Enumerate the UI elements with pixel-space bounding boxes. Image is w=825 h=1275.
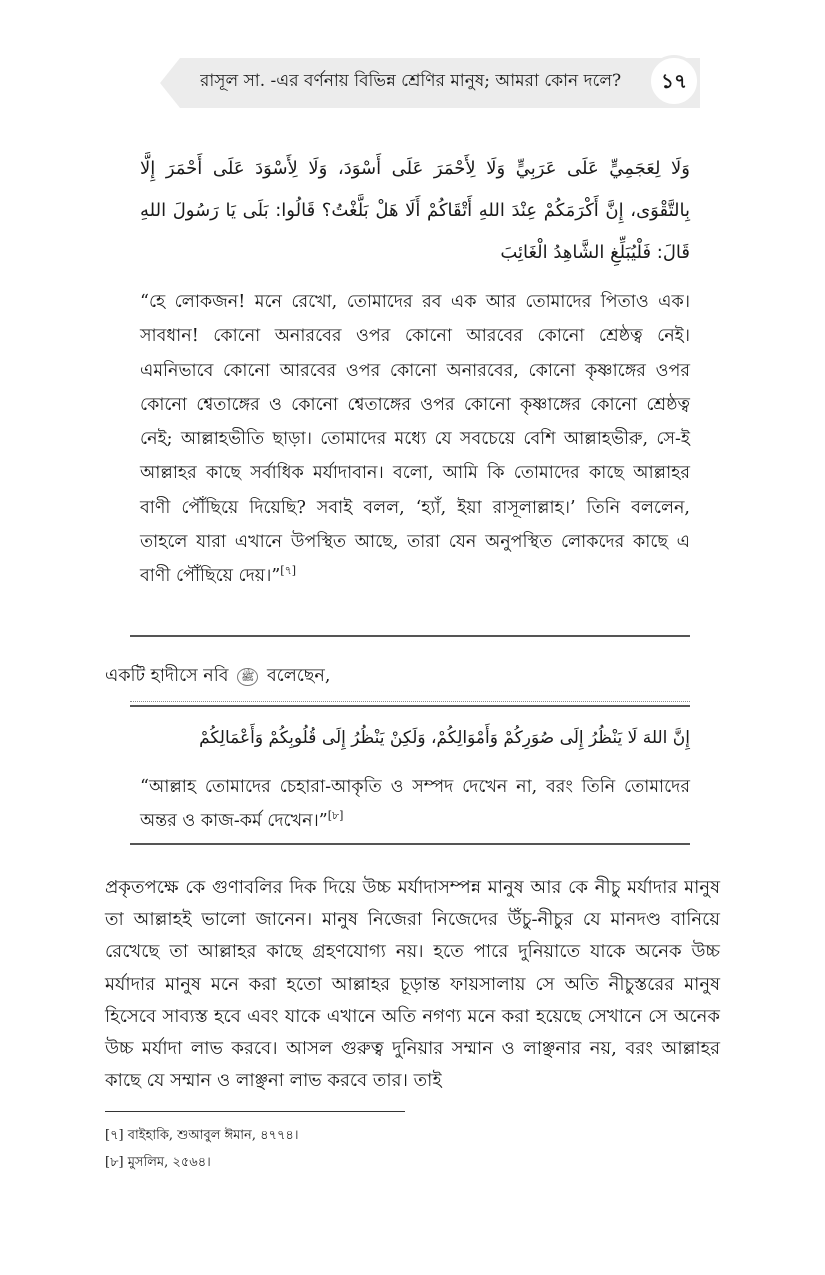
- box-top-dotted-border: [130, 701, 690, 702]
- footnote-7: [৭] বাইহাকি, শুআবুল ঈমান, ৪৭৭৪।: [105, 1128, 299, 1143]
- footnote-rule: [105, 1111, 405, 1112]
- box-bottom-border: [130, 843, 690, 845]
- footnote-8: [৮] মুসলিম, ২৫৬৪।: [105, 1155, 211, 1170]
- arabic-hadith-text: وَلَا لِعَجَمِيٍّ عَلَى عَرَبِيٍّ وَلَا لِأَحْمَرَ عَلَى أَسْوَدَ، وَلَا لِأَسْوَدَ عَلَى أَحْمَرَ إِلَّا بِالتَّقْوَى، إِنَّ أَكْرَمَكُمْ عِنْدَ اللهِ أَتْقَاكُمْ أَلَا هَلْ بَلَّغْتُ؟ قَالُوا: بَلَى يَا رَسُولَ اللهِ قَالَ: فَلْيُبَلِّغِ الشَّاهِدُ الْغَائِبَ: [140, 158, 690, 263]
- section-divider: [130, 635, 690, 637]
- footnotes: [105, 1122, 705, 1176]
- box-top-border: [130, 705, 690, 707]
- hadith-intro: [105, 660, 705, 692]
- hadith-translation: [140, 285, 690, 594]
- page-number: ১৭: [648, 55, 700, 107]
- hadith-intro-text: একটি হাদীসে নবি: [105, 666, 229, 686]
- hadith-intro-verb: বলেছেন,: [266, 666, 331, 686]
- footnote-reference: [৭]: [280, 564, 297, 578]
- hadith-translation-text: “হে লোকজন! মনে রেখো, তোমাদের রব এক আর তোমাদের পিতাও এক। সাবধান! কোনো অনারবের ওপর কোনো আরবের কোনো শ্রেষ্ঠত্ব নেই। এমনিভাবে কোনো আরবের ওপর কোনো অনারবের, কোনো কৃষ্ণাঙ্গের ওপর কোনো শ্বেতাঙ্গের ও কোনো শ্বেতাঙ্গের ওপর কোনো কৃষ্ণাঙ্গের কোনো শ্রেষ্ঠত্ব নেই; আল্লাহভীতি ছাড়া। তোমাদের মধ্যে যে সবচেয়ে বেশি আল্লাহভীরু, সে-ই আল্লাহর কাছে সর্বাধিক মর্যাদাবান। বলো, আমি কি তোমাদের কাছে আল্লাহর বাণী পৌঁছিয়ে দিয়েছি? সবাই বলল, ‘হ্যাঁ, ইয়া রাসূলাল্লাহ।’ তিনি বললেন, তাহলে যারা এখানে উপস্থিত আছে, তারা যেন অনুপস্থিত লোকদের কাছে এ বাণী পৌঁছিয়ে দেয়।”: [140, 292, 690, 587]
- arabic-hadith-text-2: إِنَّ اللهَ لَا يَنْظُرُ إِلَى صُوَرِكُمْ وَأَمْوَالِكُمْ، وَلَكِنْ يَنْظُرُ إِلَى قُلُوبِكُمْ وَأَعْمَالِكُمْ: [199, 728, 690, 748]
- body-paragraph: প্রকৃতপক্ষে কে গুণাবলির দিক দিয়ে উচ্চ মর্যাদাসম্পন্ন মানুষ আর কে নীচু মর্যাদার মানুষ তা আল্লাহই ভালো জানেন। মানুষ নিজেরা নিজেদের উঁচু-নীচুর যে মানদণ্ড বানিয়ে রেখেছে তা আল্লাহর কাছে গ্রহণযোগ্য নয়। হতে পারে দুনিয়াতে যাকে অনেক উচ্চ মর্যাদার মানুষ মনে করা হতো আল্লাহর চূড়ান্ত ফায়সালায় সে অতি নীচুস্তরের মানুষ হিসেবে সাব্যস্ত হবে এবং যাকে এখানে অতি নগণ্য মনে করা হয়েছে সেখানে সে অনেক উচ্চ মর্যাদা লাভ করবে। আসল গুরুত্ব দুনিয়ার সম্মান ও লাঞ্ছনার নয়, বরং আল্লাহর কাছে যে সম্মান ও লাঞ্ছনা লাভ করবে তার। তাই: [105, 877, 720, 1092]
- salawat-icon: ﷺ: [237, 668, 258, 686]
- chapter-title: রাসূল সা. -এর বর্ণনায় বিভিন্ন শ্রেণির মানুষ; আমরা কোন দলে?: [200, 71, 622, 91]
- hadith-translation-text-2: “আল্লাহ তোমাদের চেহারা-আকৃতি ও সম্পদ দেখেন না, বরং তিনি তোমাদের অন্তর ও কাজ-কর্ম দেখেন।”: [140, 777, 690, 832]
- hadith-translation-2: [140, 770, 690, 839]
- footnote-reference-2: [৮]: [327, 809, 344, 823]
